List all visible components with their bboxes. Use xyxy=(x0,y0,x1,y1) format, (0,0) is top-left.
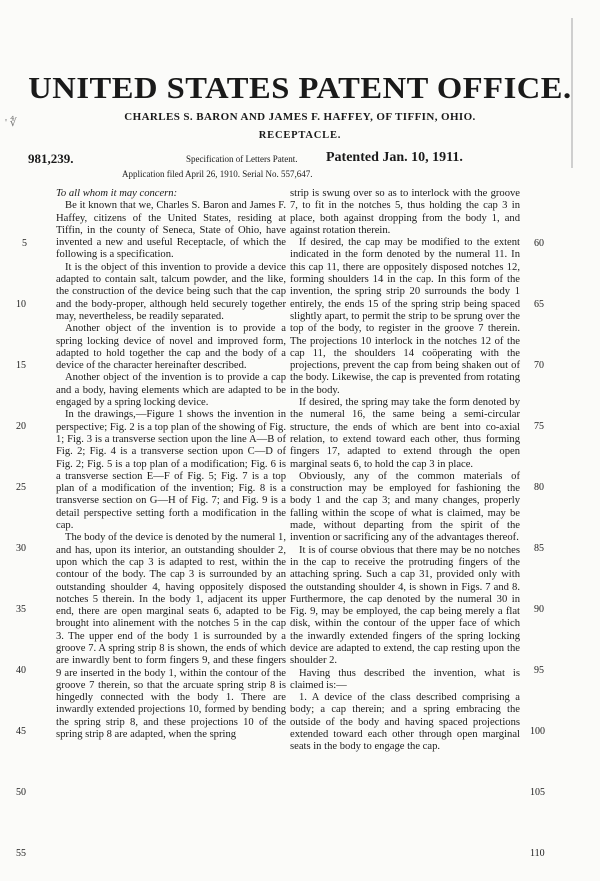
line-number: 30 xyxy=(16,543,26,554)
patent-number: 981,239. xyxy=(28,151,74,166)
line-number: 55 xyxy=(16,848,26,859)
line-number: 45 xyxy=(16,726,26,737)
line-number: 110 xyxy=(530,848,545,859)
paragraph: In the drawings,—Figure 1 shows the invention in perspective; Fig. 2 is a top plan of the showing of Fig. 1; Fig. 3 is a transverse section upon the line A—B of Fig. 2; Fig. 4 is a transverse section upon C—D of Fig. 2; Fig. 5 is a top plan of a modification; Fig. 6 is a transverse section E—F of Fig. 5; Fig. 7 is a top plan of a modification of the invention; Fig. 8 is a transverse section on G—H of Fig. 7; and Fig. 9 is a detail perspective setting forth a modification in the cap. xyxy=(56,409,286,532)
line-number: 25 xyxy=(16,482,26,493)
margin-mark: ' ∜ xyxy=(5,117,17,129)
paragraph: Another object of the invention is to provide a spring locking device of novel and improved form, adapted to hold together the cap and the body of a device of the character hereinafter described. xyxy=(56,323,286,372)
paragraph: Another object of the invention is to provide a cap and a body, having elements which are adapted to be engaged by a spring locking device. xyxy=(56,372,286,409)
paragraph: Obviously, any of the common materials of construction may be employed for fashioning the body 1 and the cap 3; and many changes, properly falling within the scope of what is claimed, may be made, without departing from the spirit of the invention or sacrificing any of the advantages thereof. xyxy=(290,470,520,544)
inventors-line: CHARLES S. BARON AND JAMES F. HAFFEY, OF TIFFIN, OHIO. xyxy=(124,111,476,123)
line-number: 10 xyxy=(16,299,26,310)
spec-label: Specification of Letters Patent. xyxy=(186,154,298,164)
line-number: 100 xyxy=(530,726,545,737)
line-number: 95 xyxy=(534,665,544,676)
line-number: 90 xyxy=(534,604,544,615)
line-number: 5 xyxy=(22,238,27,249)
right-column xyxy=(290,188,520,754)
invention-title: RECEPTACLE. xyxy=(258,130,342,141)
line-number: 65 xyxy=(534,299,544,310)
patented-date: Patented Jan. 10, 1911. xyxy=(326,150,463,165)
line-number: 85 xyxy=(534,543,544,554)
paragraph: strip is swung over so as to interlock with the groove 7, to fit in the notches 5, thus holding the cap 3 in place, both against dropping from the body 1, and against rotation therein. xyxy=(290,188,520,236)
line-number: 80 xyxy=(534,482,544,493)
line-number: 75 xyxy=(534,421,544,432)
line-number: 105 xyxy=(530,787,545,798)
line-number: 35 xyxy=(16,604,26,615)
paragraph: If desired, the cap may be modified to the extent indicated in the form denoted by the numeral 11. In this cap 11, there are oppositely disposed notches 12, forming shoulders 14 in the cap. In this form of the invention, the spring strip 20 surrounds the body 1 entirely, the ends 15 of the spring strip being spaced slightly apart, to permit the strip to be sprung over the top of the body, to register in the groove 7 therein. The projections 10 interlock in the notches 12 of the cap 11, the shoulders 14 coöperating with the projections, prevent the cap from being shaken out of the body. Likewise, the cap is prevented from rotating in the body. xyxy=(290,237,520,396)
line-number: 40 xyxy=(16,665,26,676)
paragraph: It is of course obvious that there may be no notches in the cap to receive the protruding fingers of the attaching spring. Such a cap 31, provided only with the outstanding shoulder 4, is shown in Figs. 7 and 8. Furthermore, the cap denoted by the numeral 30 in Fig. 9, may be employed, the cap being merely a flat disk, within the contour of the upper face of which the inwardly extended fingers of the spring locking device are adapted to extend, the cap resting upon the shoulder 2. xyxy=(290,544,520,667)
paragraph: Be it known that we, Charles S. Baron and James F. Haffey, citizens of the United States, residing at Tiffin, in the county of Seneca, State of Ohio, have invented a new and useful Receptacle, of which the following is a specification. xyxy=(56,200,286,261)
salutation: To all whom it may concern: xyxy=(56,188,178,199)
paragraph: It is the object of this invention to provide a device adapted to contain salt, talcum powder, and the like, the construction of the device being such that the cap and the body-proper, although held securely together may, nevertheless, be readily separated. xyxy=(56,261,286,322)
claim: 1. A device of the class described comprising a body; a cap therein; and a spring embracing the outside of the body and having spaced projections extended toward each other through open marginal seats in the body to engage the cap. xyxy=(290,692,520,753)
line-number: 15 xyxy=(16,360,26,371)
paragraph: The body of the device is denoted by the numeral 1, and has, upon its interior, an outstanding shoulder 2, upon which the cap 3 is adapted to rest, within the contour of the body. The cap 3 is surrounded by an outstanding shoulder 4, having oppositely disposed notches 5 therein. In the body 1, adjacent its upper end, there are open marginal seats 6, adapted to be brought into alinement with the notches 5 in the cap 3. The upper end of the body 1 is surrounded by a groove 7. A spring strip 8 is shown, the ends of which are inwardly bent to form fingers 9, and these fingers 9 are inserted in the body 1, within the contour of the groove 7 therein, so that the arcuate spring strip 8 is hingedly connected with the body 1. There are inwardly extended projections 10, formed by bending the spring strip 8, and these projections 10 of the spring strip 8 are adapted, when the spring xyxy=(56,532,286,741)
paragraph: If desired, the spring may take the form denoted by the numeral 16, the same being a semi-circular structure, the ends of which are bent into co-axial relation, to extend toward each other, thus forming fingers 17, adapted to extend through the open marginal seats 6, to hold the cap 3 in place. xyxy=(290,397,520,470)
application-line: Application filed April 26, 1910. Serial No. 557,647. xyxy=(122,169,313,179)
office-heading: UNITED STATES PATENT OFFICE. xyxy=(28,70,572,105)
line-number: 70 xyxy=(534,360,544,371)
line-number: 60 xyxy=(534,238,544,249)
paragraph: Having thus described the invention, what is claimed is:— xyxy=(290,667,520,691)
line-number: 50 xyxy=(16,787,26,798)
left-column xyxy=(56,188,286,741)
line-number: 20 xyxy=(16,421,26,432)
